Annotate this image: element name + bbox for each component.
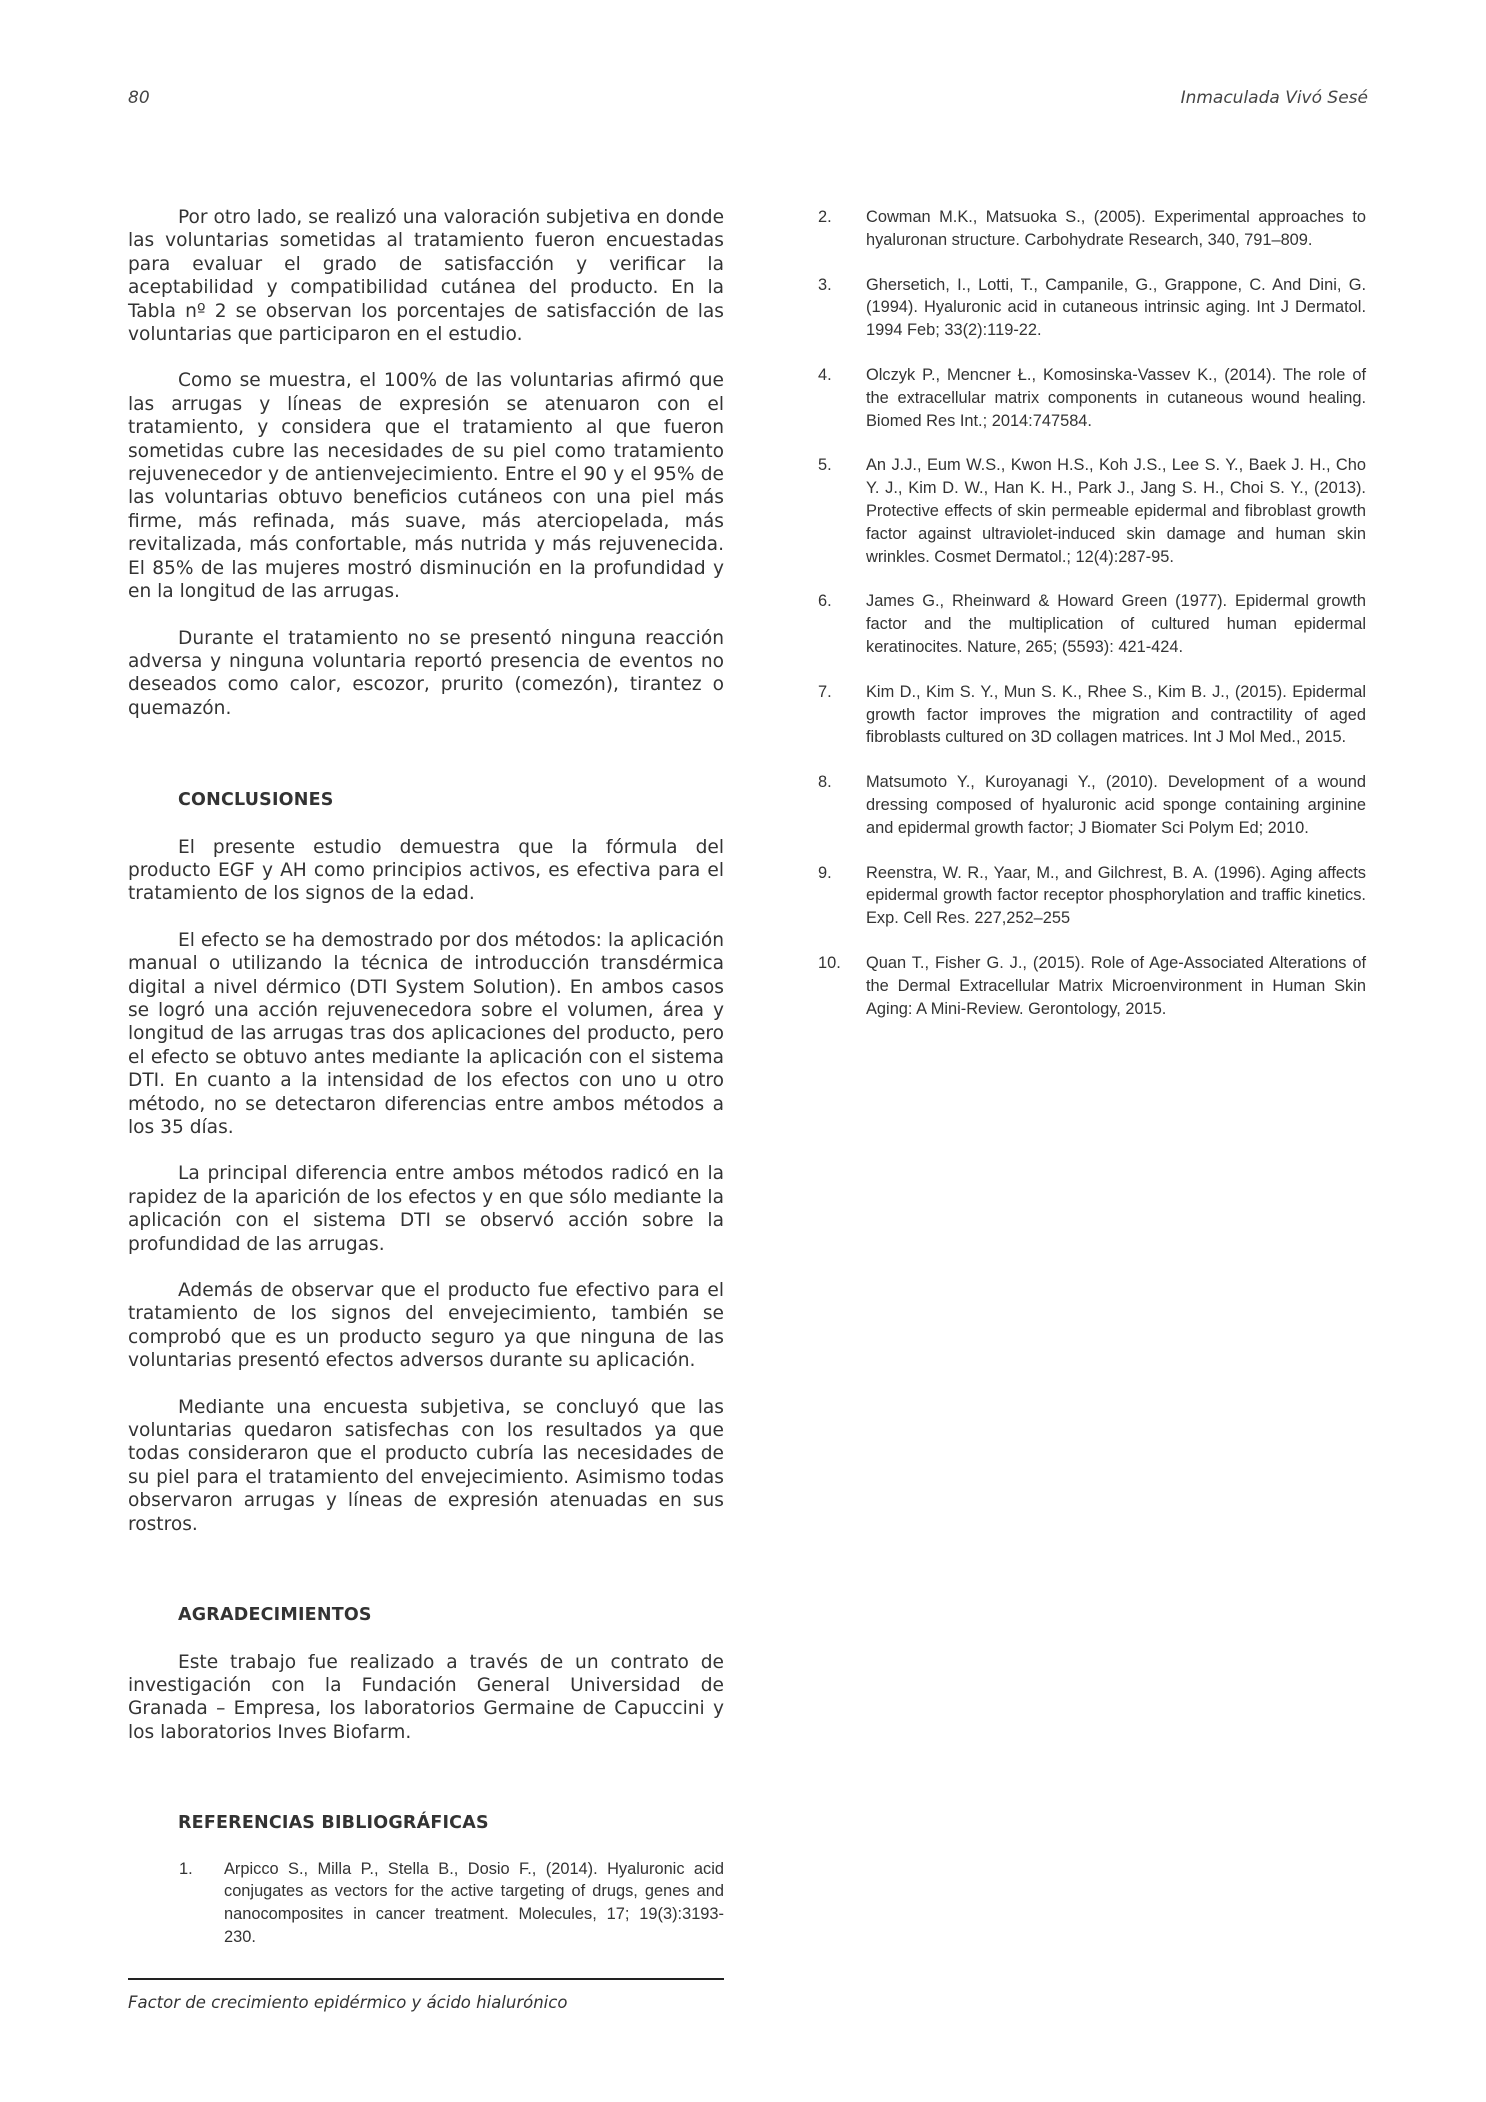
reference-item	[818, 206, 1366, 252]
reference-number: 1.	[179, 1859, 193, 1878]
running-author: Inmaculada Vivó Sesé	[1180, 88, 1368, 108]
reference-number: 4.	[818, 365, 832, 384]
page-number: 80	[128, 88, 150, 108]
reference-item	[818, 771, 1366, 839]
reference-number: 7.	[818, 682, 832, 701]
paragraph: Este trabajo fue realizado a través de un contrato de investigación con la Fundación General Universidad de Granada – Empresa, los laboratorios Germaine de Capuccini y los laboratorios Inves Biofarm.	[128, 1651, 724, 1743]
reference-text: Kim D., Kim S. Y., Mun S. K., Rhee S., Kim B. J., (2015). Epidermal growth factor improves the migration and contractility of aged fibroblasts cultured on 3D collagen matrices. Int J Mol Med., 2015.	[866, 682, 1366, 747]
section-heading-referencias: REFERENCIAS BIBLIOGRÁFICAS	[178, 1813, 489, 1834]
paragraph: El efecto se ha demostrado por dos métodos: la aplicación manual o utilizando la técnica de introducción transdérmica digital a nivel dérmico (DTI System Solution). En ambos casos se logró una acción rejuvenecedora sobre el volumen, área y longitud de las arrugas tras dos aplicaciones del producto, pero el efecto se obtuvo antes mediante la aplicación con el sistema DTI. En cuanto a la intensidad de los efectos con uno u otro método, no se detectaron diferencias entre ambos métodos a los 35 días.	[128, 929, 724, 1138]
reference-text: James G., Rheinward & Howard Green (1977). Epidermal growth factor and the multiplication of cultured human epidermal keratinocites. Nature, 265; (5593): 421-424.	[866, 592, 1366, 656]
reference-item	[818, 364, 1366, 432]
paragraph: La principal diferencia entre ambos métodos radicó en la rapidez de la aparición de los efectos y en que sólo mediante la aplicación con el sistema DTI se observó acción sobre la profundidad de las arrugas.	[128, 1163, 724, 1255]
paragraph: Durante el tratamiento no se presentó ninguna reacción adversa y ninguna voluntaria reportó presencia de eventos no deseados como calor, escozor, prurito (comezón), tirantez o quemazón.	[128, 627, 724, 719]
reference-text: Cowman M.K., Matsuoka S., (2005). Experimental approaches to hyaluronan structure. Carbohydrate Research, 340, 791–809.	[866, 208, 1366, 249]
running-title: Factor de crecimiento epidérmico y ácido hialurónico	[128, 1993, 568, 2012]
section-heading-conclusiones: CONCLUSIONES	[178, 790, 334, 811]
reference-text: Arpicco S., Milla P., Stella B., Dosio F., (2014). Hyaluronic acid conjugates as vectors for the active targeting of drugs, genes and nanocomposites in cancer treatment. Molecules, 17; 19(3):3193-230.	[224, 1859, 724, 1946]
reference-item	[818, 274, 1366, 342]
reference-text: Quan T., Fisher G. J., (2015). Role of Age-Associated Alterations of the Dermal Extracellular Matrix Microenvironment in Human Skin Aging: A Mini-Review. Gerontology, 2015.	[866, 953, 1366, 1018]
reference-text: An J.J., Eum W.S., Kwon H.S., Koh J.S., Lee S. Y., Baek J. H., Cho Y. J., Kim D. W., Han K. H., Park J., Jang S. H., Choi S. Y., (2013). Protective effects of skin permeable epidermal and fibroblast growth factor against ultraviolet-induced skin damage and human skin wrinkles. Cosmet Dermatol.; 12(4):287-95.	[866, 456, 1366, 566]
reference-number: 5.	[818, 456, 832, 475]
paragraph: Mediante una encuesta subjetiva, se concluyó que las voluntarias quedaron satisfechas con los resultados ya que todas consideraron que el producto cubría las necesidades de su piel para el tratamiento del envejecimiento. Asimismo todas observaron arrugas y líneas de expresión atenuadas en sus rostros.	[128, 1396, 724, 1535]
reference-text: Ghersetich, I., Lotti, T., Campanile, G., Grappone, C. And Dini, G. (1994). Hyaluronic acid in cutaneous intrinsic aging. Int J Dermatol. 1994 Feb; 33(2):119-22.	[866, 275, 1366, 340]
reference-number: 6.	[818, 592, 832, 611]
section-heading-agradecimientos: AGRADECIMIENTOS	[178, 1605, 372, 1626]
reference-number: 10.	[818, 953, 841, 972]
reference-item	[818, 952, 1366, 1020]
left-column	[128, 206, 724, 1949]
reference-number: 8.	[818, 773, 832, 792]
paragraph: Por otro lado, se realizó una valoración subjetiva en donde las voluntarias sometidas al tratamiento fueron encuestadas para evaluar el grado de satisfacción y verificar la aceptabilidad y compatibilidad cutánea del producto. En la Tabla nº 2 se observan los porcentajes de satisfacción de las voluntarias que participaron en el estudio.	[128, 207, 725, 346]
reference-item	[818, 681, 1366, 749]
paragraph: Como se muestra, el 100% de las voluntarias afirmó que las arrugas y líneas de expresión se atenuaron con el tratamiento, y considera que el tratamiento al que fueron sometidas cubre las necesidades de su piel como tratamiento rejuvenecedor y de antienvejecimiento. Entre el 90 y el 95% de las voluntarias obtuvo beneficios cutáneos con una piel más firme, más refinada, más suave, más aterciopelada, más revitalizada, más confortable, más nutrida y más rejuvenecida. El 85% de las mujeres mostró disminución en la profundidad y en la longitud de las arrugas.	[128, 370, 724, 603]
reference-item	[818, 862, 1366, 930]
reference-item	[818, 590, 1366, 658]
reference-number: 3.	[818, 275, 832, 294]
reference-text: Reenstra, W. R., Yaar, M., and Gilchrest, B. A. (1996). Aging affects epidermal growth factor receptor phosphorylation and traffic kinetics. Exp. Cell Res. 227,252–255	[866, 863, 1366, 928]
footer-divider	[128, 1978, 724, 1980]
paragraph: Además de observar que el producto fue efectivo para el tratamiento de los signos del envejecimiento, también se comprobó que es un producto seguro ya que ninguna de las voluntarias presentó efectos adversos durante su aplicación.	[128, 1280, 724, 1372]
reference-item	[818, 454, 1366, 568]
reference-text: Matsumoto Y., Kuroyanagi Y., (2010). Development of a wound dressing composed of hyaluronic acid sponge containing arginine and epidermal growth factor; J Biomater Sci Polym Ed; 2010.	[866, 773, 1366, 837]
page-header	[128, 88, 1368, 118]
right-column	[818, 206, 1366, 1042]
reference-number: 2.	[818, 208, 832, 226]
reference-number: 9.	[818, 863, 832, 882]
reference-text: Olczyk P., Mencner Ł., Komosinska-Vassev K., (2014). The role of the extracellular matrix components in cutaneous wound healing. Biomed Res Int.; 2014:747584.	[866, 365, 1366, 430]
reference-item	[128, 1858, 724, 1949]
paragraph: El presente estudio demuestra que la fórmula del producto EGF y AH como principios activos, es efectiva para el tratamiento de los signos de la edad.	[128, 836, 724, 905]
